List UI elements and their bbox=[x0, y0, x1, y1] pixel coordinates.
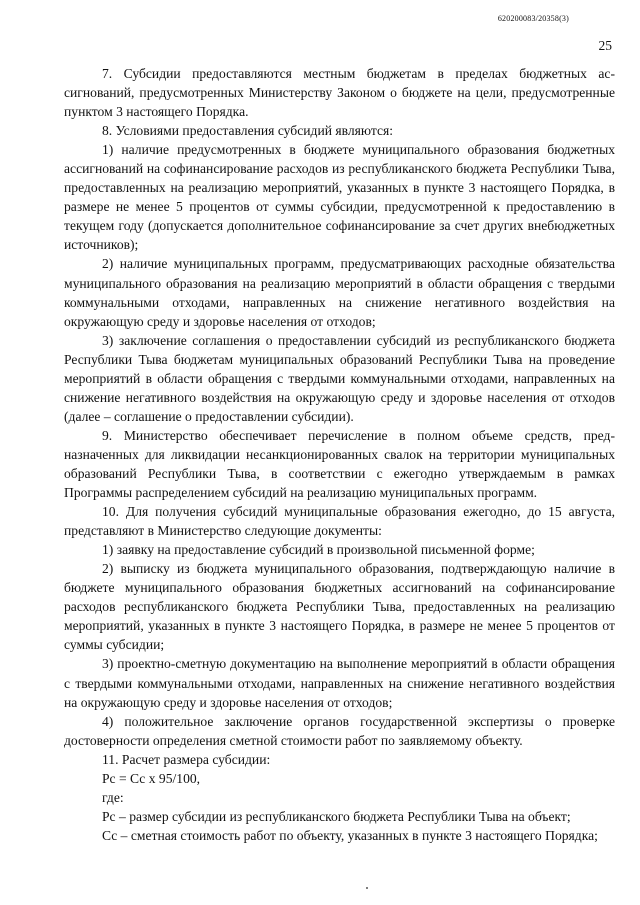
paragraph-item-8-3: 3) заключение соглашения о предоставлении субсидий из республиканского бюджета Республики Тыва бюджетам муниципальных образований Республики Тыва на проведение мероприятий в области обращения с твердыми коммунальными отходами, направленных на снижение негативного воздействия на окружающую среду и здоровье населения от отходов (далее – соглашение о предоставлении субсидии). bbox=[64, 332, 615, 424]
paragraph-item-8-2: 2) наличие муниципальных программ, предусматривающих расходные обязательства муниципального образования на реализацию мероприятий в области обращения с твердыми коммунальными отходами, направленных на снижение негативного воздействия на окружающую среду и здоровье населения от отходов; bbox=[64, 256, 615, 329]
paragraph-item-10: 10. Для получения субсидий муниципальные образования ежегодно, до 15 августа, представляют в Министерство следующие документы: bbox=[64, 504, 615, 539]
paragraph-item-7: 7. Субсидии предоставляются местным бюджетам в пределах бюджетных ассигнований, предусмотренных Министерству Законом о бюджете на цели, предусмотренные пунктом 3 настоящего Порядка. bbox=[64, 66, 615, 120]
paragraph-item-9: 9. Министерство обеспечивает перечисление в полном объеме средств, предназначенных для ликвидации несанкционированных свалок на территории муниципальных образований Республики Тыва, в соответствии с ежегодно утверждаемым в рамках Программы распределением субсидий на реализацию муниципальных программ. bbox=[64, 427, 615, 501]
page-number: 25 bbox=[598, 38, 612, 53]
document-body bbox=[64, 64, 615, 845]
formula-definition-ss: Сс – сметная стоимость работ по объекту, указанных в пункте 3 настоящего Порядка; bbox=[102, 827, 598, 843]
document-registration-code: 620200083/20358(3) bbox=[497, 14, 569, 23]
paragraph-item-8: 8. Условиями предоставления субсидий являются: bbox=[102, 123, 394, 139]
paragraph-item-10-2: 2) выписку из бюджета муниципального образования, подтверждающую наличие в бюджете муниципального образования бюджетных ассигнований на софинансирование расходов республиканского бюджета Республики Тыва, предоставленных на реализацию мероприятий, указанных в пункте 3 настоящего Порядка, в размере не менее 5 процентов от суммы субсидии; bbox=[64, 561, 615, 653]
subsidy-formula: Рс = Сс х 95/100, bbox=[102, 770, 201, 786]
paragraph-item-8-1: 1) наличие предусмотренных в бюджете муниципального образования бюджетных ассигнований на софинансирование расходов из республиканского бюджета Республики Тыва, предоставленных на реализацию мероприятий, указанных в пункте 3 настоящего Порядка, в размере не менее 5 процентов от суммы субсидии, предусмотренной к предоставлению в текущем году (допускается дополнительное софинансирование за счет других внебюджетных источников); bbox=[64, 142, 615, 253]
formula-where-label: где: bbox=[102, 789, 124, 805]
scan-speck bbox=[366, 887, 368, 889]
paragraph-item-10-1: 1) заявку на предоставление субсидий в произвольной письменной форме; bbox=[102, 542, 535, 558]
formula-definition-rs: Рс – размер субсидии из республиканского бюджета Республики Тыва на объект; bbox=[102, 808, 571, 824]
paragraph-item-11: 11. Расчет размера субсидии: bbox=[102, 751, 271, 767]
paragraph-item-10-4: 4) положительное заключение органов государственной экспертизы о проверке достоверности определения сметной стоимости работ по заявляемому объекту. bbox=[64, 713, 615, 748]
paragraph-item-10-3: 3) проектно-сметную документацию на выполнение мероприятий в области обращения с твердыми коммунальными отходами, направленных на снижение негативного воздействия на окружающую среду и здоровье населения от отходов; bbox=[64, 656, 615, 710]
